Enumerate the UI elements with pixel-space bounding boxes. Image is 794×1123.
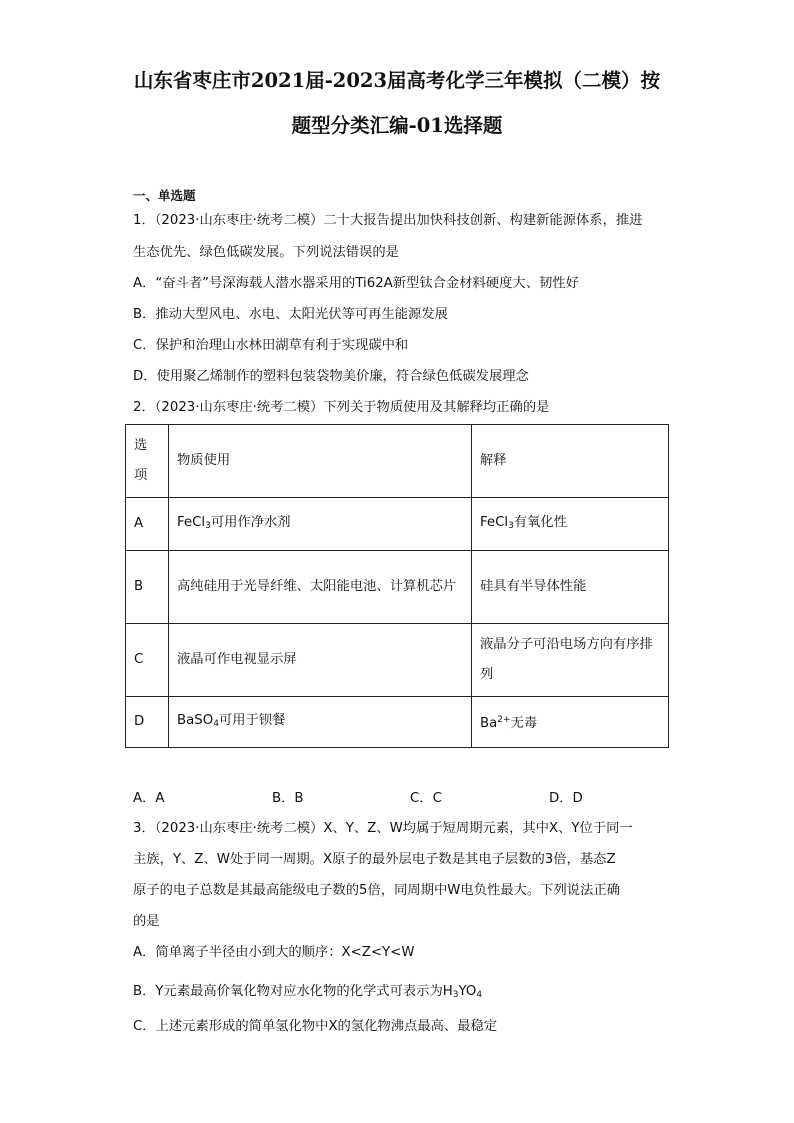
row-c-use: 液晶可作电视显示屏 [169, 624, 472, 697]
header-explain: 解释 [472, 425, 669, 498]
q2-answer-d: D．D [549, 791, 583, 806]
row-a-use: FeCl$_3$可用作净水剂 [169, 498, 472, 551]
row-a-explain: FeCl$_3$有氧化性 [472, 498, 669, 551]
row-c-option: C [126, 624, 169, 697]
row-b-option: B [126, 551, 169, 624]
row-b-explain: 硅具有半导体性能 [472, 551, 669, 624]
q3-stem-line-1: 3．（2023·山东枣庄·统考二模）X、Y、Z、W均属于短周期元素，其中X、Y位于同一 [133, 821, 633, 836]
row-a-option: A [126, 498, 169, 551]
q1-option-d: D．使用聚乙烯制作的塑料包装袋物美价廉，符合绿色低碳发展理念 [133, 369, 529, 384]
q2-answer-b: B．B [272, 791, 304, 806]
row-d-use: BaSO$_4$可用于钡餐 [169, 697, 472, 748]
document-title-line-1: 山东省枣庄市2021届-2023届高考化学三年模拟（二模）按 [133, 69, 661, 92]
table-header-row [126, 425, 669, 498]
q1-option-c: C．保护和治理山水林田湖草有利于实现碳中和 [133, 338, 409, 353]
q3-option-c: C．上述元素形成的简单氢化物中X的氢化物沸点最高、最稳定 [133, 1019, 498, 1034]
table-row [126, 697, 669, 748]
table-row [126, 551, 669, 624]
row-d-explain: $Ba^{2+}$无毒 [472, 697, 669, 748]
table-row [126, 498, 669, 551]
q2-answer-c: C．C [410, 791, 442, 806]
q1-stem-line-1: 1．（2023·山东枣庄·统考二模）二十大报告提出加快科技创新、构建新能源体系，推进 [133, 213, 643, 228]
q3-option-a: A．简单离子半径由小到大的顺序：X<Z<Y<W [133, 945, 415, 960]
section-heading: 一、单选题 [133, 188, 196, 203]
q1-option-b: B．推动大型风电、水电、太阳光伏等可再生能源发展 [133, 307, 448, 322]
q3-option-b: B．Y元素最高价氧化物对应水化物的化学式可表示为$H_3YO_4$ [133, 984, 483, 1000]
row-d-option: D [126, 697, 169, 748]
q2-stem: 2．（2023·山东枣庄·统考二模）下列关于物质使用及其解释均正确的是 [133, 400, 550, 415]
q3-stem-line-4: 的是 [133, 914, 160, 929]
row-c-explain: 液晶分子可沿电场方向有序排列 [472, 624, 669, 697]
header-option: 选项 [126, 425, 169, 498]
q3-stem-line-2: 主族，Y、Z、W处于同一周期。X原子的最外层电子数是其电子层数的3倍，基态Z [133, 852, 616, 867]
q1-stem-line-2: 生态优先、绿色低碳发展。下列说法错误的是 [133, 245, 399, 260]
q3-stem-line-3: 原子的电子总数是其最高能级电子数的5倍，同周期中W电负性最大。下列说法正确 [133, 883, 620, 898]
q2-table [125, 424, 669, 748]
document-title-line-2: 题型分类汇编-01选择题 [291, 114, 503, 137]
row-b-use: 高纯硅用于光导纤维、太阳能电池、计算机芯片 [169, 551, 472, 624]
header-use: 物质使用 [169, 425, 472, 498]
table-row [126, 624, 669, 697]
q2-answer-a: A．A [133, 791, 165, 806]
q1-option-a: A．“奋斗者”号深海载人潜水器采用的Ti62A新型钛合金材料硬度大、韧性好 [133, 276, 579, 291]
